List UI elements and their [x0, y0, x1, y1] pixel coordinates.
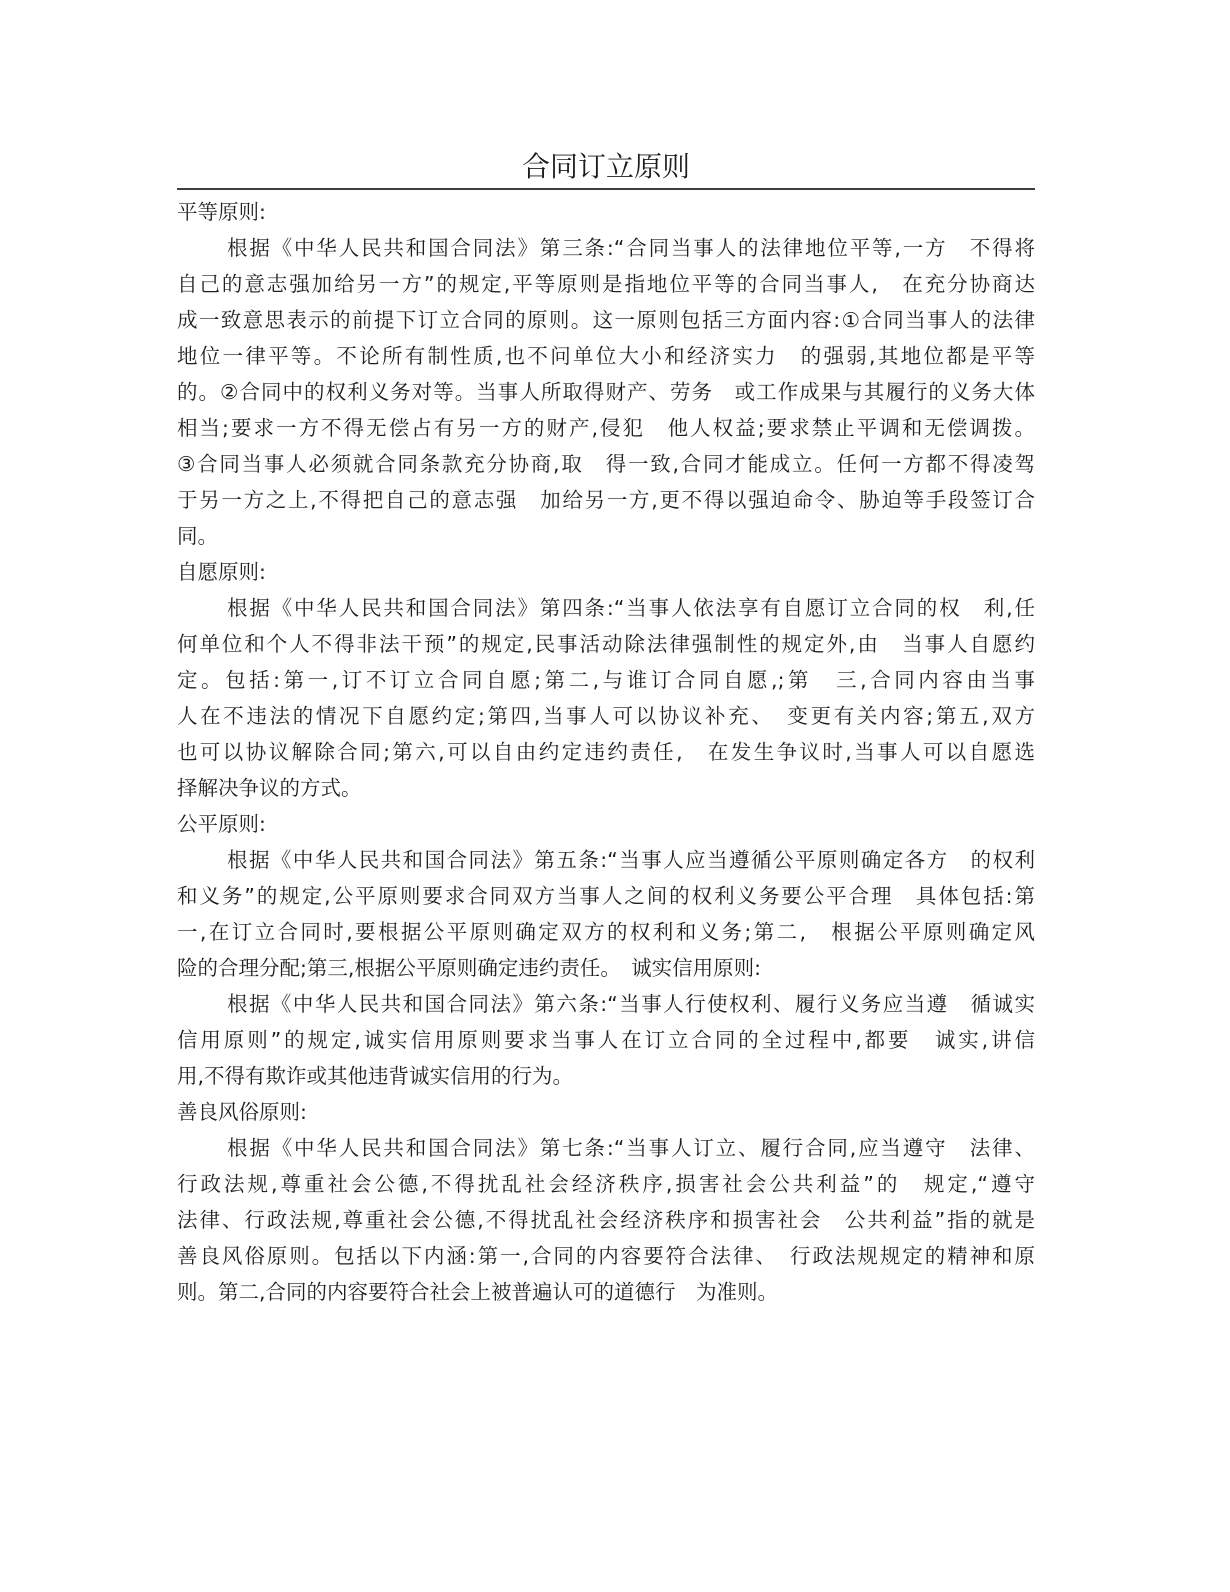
- paragraph-line: 地位一律平等。不论所有制性质,也不问单位大小和经济实力 的强弱,其地位都是平等: [177, 344, 1035, 368]
- section-heading: 平等原则:: [177, 200, 266, 224]
- paragraph-line: 一,在订立合同时,要根据公平原则确定双方的权利和义务;第二, 根据公平原则确定风: [177, 920, 1035, 944]
- document-content: [177, 150, 1035, 1310]
- paragraph-line: 和义务”的规定,公平原则要求合同双方当事人之间的权利义务要公平合理 具体包括:第: [177, 884, 1035, 908]
- section-heading: 公平原则:: [177, 812, 266, 836]
- paragraph-line: 择解决争议的方式。: [177, 776, 362, 800]
- page-title: 合同订立原则: [521, 150, 690, 183]
- section-heading: 自愿原则:: [177, 560, 266, 584]
- paragraph-line: 也可以协议解除合同;第六,可以自由约定违约责任, 在发生争议时,当事人可以自愿选: [177, 740, 1035, 764]
- paragraph-line: 则。第二,合同的内容要符合社会上被普遍认可的道德行 为准则。: [177, 1280, 779, 1304]
- paragraph-line: ③合同当事人必须就合同条款充分协商,取 得一致,合同才能成立。任何一方都不得凌驾: [177, 452, 1035, 476]
- document-title-block: [177, 150, 1035, 190]
- paragraph-line: 自己的意志强加给另一方”的规定,平等原则是指地位平等的合同当事人, 在充分协商达: [177, 272, 1035, 296]
- paragraph-line: 行政法规,尊重社会公德,不得扰乱社会经济秩序,损害社会公共利益”的 规定,“遵守: [177, 1172, 1035, 1196]
- paragraph-line: 成一致意思表示的前提下订立合同的原则。这一原则包括三方面内容:①合同当事人的法律: [177, 308, 1035, 332]
- paragraph-line: 于另一方之上,不得把自己的意志强 加给另一方,更不得以强迫命令、胁迫等手段签订合: [177, 488, 1035, 512]
- paragraph-line: 定。包括:第一,订不订立合同自愿;第二,与谁订合同自愿,;第 三,合同内容由当事: [177, 668, 1035, 692]
- paragraph-line: 相当;要求一方不得无偿占有另一方的财产,侵犯 他人权益;要求禁止平调和无偿调拨。: [177, 416, 1035, 440]
- paragraph-line: 根据《中华人民共和国合同法》第七条:“当事人订立、履行合同,应当遵守 法律、: [227, 1136, 1035, 1160]
- paragraph-line: 人在不违法的情况下自愿约定;第四,当事人可以协议补充、 变更有关内容;第五,双方: [177, 704, 1035, 728]
- paragraph-line: 用,不得有欺诈或其他违背诚实信用的行为。: [177, 1064, 574, 1088]
- paragraph-line: 善良风俗原则。包括以下内涵:第一,合同的内容要符合法律、 行政法规规定的精神和原: [177, 1244, 1035, 1268]
- section-heading: 善良风俗原则:: [177, 1100, 307, 1124]
- paragraph-line: 根据《中华人民共和国合同法》第六条:“当事人行使权利、履行义务应当遵 循诚实: [227, 992, 1035, 1016]
- paragraph-line: 险的合理分配;第三,根据公平原则确定违约责任。 诚实信用原则:: [177, 956, 762, 980]
- paragraph-line: 根据《中华人民共和国合同法》第三条:“合同当事人的法律地位平等,一方 不得将: [227, 236, 1035, 260]
- document-body: [177, 194, 1035, 1310]
- paragraph-line: 何单位和个人不得非法干预”的规定,民事活动除法律强制性的规定外,由 当事人自愿约: [177, 632, 1035, 656]
- paragraph-line: 同。: [177, 524, 218, 548]
- paragraph-line: 根据《中华人民共和国合同法》第五条:“当事人应当遵循公平原则确定各方 的权利: [227, 848, 1035, 872]
- paragraph-line: 信用原则”的规定,诚实信用原则要求当事人在订立合同的全过程中,都要 诚实,讲信: [177, 1028, 1035, 1052]
- paragraph-line: 的。②合同中的权利义务对等。当事人所取得财产、劳务 或工作成果与其履行的义务大体: [177, 380, 1035, 404]
- paragraph-line: 法律、行政法规,尊重社会公德,不得扰乱社会经济秩序和损害社会 公共利益”指的就是: [177, 1208, 1035, 1232]
- paragraph-line: 根据《中华人民共和国合同法》第四条:“当事人依法享有自愿订立合同的权 利,任: [227, 596, 1035, 620]
